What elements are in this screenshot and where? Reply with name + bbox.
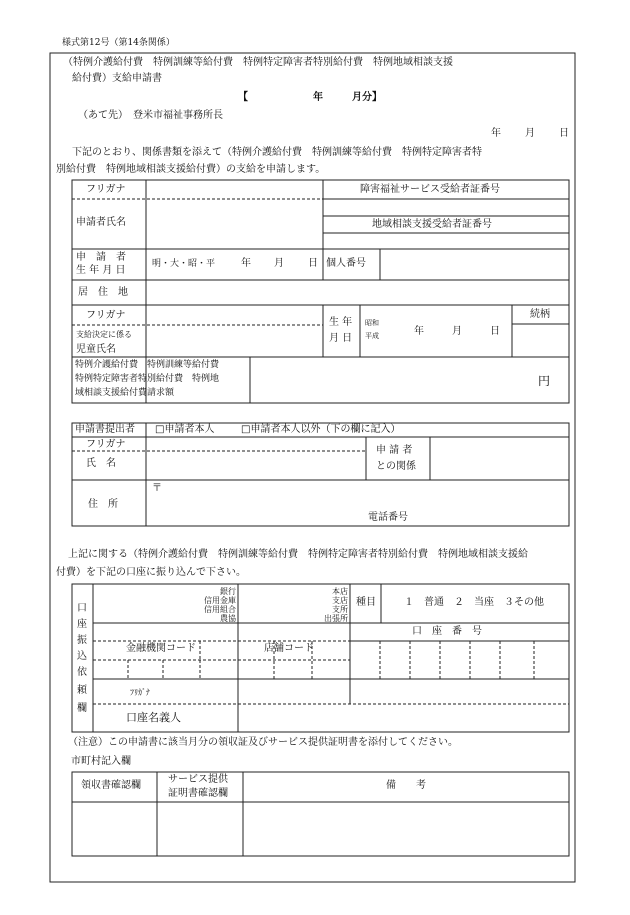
claim-line-1: 特例介護給付費 特例訓練等給付費 xyxy=(75,360,220,370)
submitter-address-label: 住 所 xyxy=(88,499,118,510)
account-kind-label: 種目 xyxy=(356,597,376,608)
claim-line-2: 特例特定障害者特別給付費 特例地 xyxy=(75,374,220,384)
child-birth-label-1: 生 年 xyxy=(329,317,353,328)
child-label-1: 支給決定に係る xyxy=(76,330,132,339)
period-open: 【 xyxy=(238,92,248,103)
child-label-2: 児童氏名 xyxy=(76,344,116,355)
bank-side-6: 頼 xyxy=(77,685,87,696)
birth-era: 明・大・昭・平 xyxy=(152,259,216,269)
submitter-label: 申請書提出者 xyxy=(75,424,135,435)
city-use-label: 市町村記入欄 xyxy=(71,756,131,767)
form-number: 様式第12号（第14条関係） xyxy=(62,38,175,48)
transfer-line-2: 付費）を下記の口座に振り込んで下さい。 xyxy=(56,567,246,578)
bank-type-1: 銀行 xyxy=(220,587,236,596)
bank-code-label: 金融機関コード xyxy=(126,643,196,654)
branch-code-label: 店舗コード xyxy=(264,643,314,654)
child-era-2: 平成 xyxy=(365,332,379,340)
personal-number-label: 個人番号 xyxy=(326,258,366,269)
transfer-line-1: 上記に関する（特例介護給付費 特例訓練等給付費 特例特定障害者特別給付費 特例地域相談支援給 xyxy=(68,549,528,560)
date-year: 年 xyxy=(491,128,501,139)
submitter-relation-1: 申 請 者 xyxy=(376,445,413,456)
child-birth-year: 年 xyxy=(414,326,424,337)
service-check-label-1: サービス提供 xyxy=(168,774,228,785)
child-relation-label: 続柄 xyxy=(530,309,550,320)
bank-side-5: 依 xyxy=(77,667,87,678)
bank-side-1: 口 xyxy=(77,603,87,614)
birth-year: 年 xyxy=(241,258,251,269)
bank-type-3: 信用組合 xyxy=(204,605,236,614)
bank-side-7: 欄 xyxy=(77,703,87,714)
child-furigana-label: フリガナ xyxy=(86,310,126,321)
applicant-furigana-label: フリガナ xyxy=(86,184,126,195)
birth-day: 日 xyxy=(308,258,318,269)
child-birth-label-2: 月 日 xyxy=(329,333,353,344)
cert-number-label: 障害福祉サービス受給者証番号 xyxy=(360,184,500,195)
applicant-name-label: 申請者氏名 xyxy=(76,217,126,228)
intro-line-2: 別給付費 特例地域相談支援給付費）の支給を申請します。 xyxy=(56,164,326,175)
date-day: 日 xyxy=(559,128,569,139)
local-cert-number-label: 地域相談支援受給者証番号 xyxy=(372,219,492,230)
bank-side-4: 込 xyxy=(77,651,87,662)
remarks-label: 備 考 xyxy=(386,780,426,791)
period-month: 月分】 xyxy=(352,92,382,103)
intro-line-1: 下記のとおり、関係書類を添えて（特例介護給付費 特例訓練等給付費 特例特定障害者特 xyxy=(72,147,482,158)
addressee: （あて先） 登米市福祉事務所長 xyxy=(78,110,223,121)
title-line-1: （特例介護給付費 特例訓練等給付費 特例特定障害者特別給付費 特例地域相談支援 xyxy=(63,57,453,68)
claim-yen: 円 xyxy=(538,374,551,388)
date-month: 月 xyxy=(525,128,535,139)
branch-type-1: 本店 xyxy=(332,587,348,596)
birth-month: 月 xyxy=(274,258,284,269)
claim-line-3: 域相談支援給付費請求額 xyxy=(75,388,175,398)
bank-type-4: 農協 xyxy=(220,614,236,623)
phone-label: 電話番号 xyxy=(368,512,408,523)
child-era-1: 昭和 xyxy=(365,319,379,327)
account-kind-options: １ 普通 ２ 当座 ３その他 xyxy=(404,597,544,608)
child-birth-day: 日 xyxy=(490,326,500,337)
service-check-label-2: 証明書確認欄 xyxy=(168,788,228,799)
bank-side-3: 振 xyxy=(77,635,87,646)
birth-label-1: 申 請 者 xyxy=(76,252,126,263)
attachment-note: （注意）この申請書に該当月分の領収証及びサービス提供証明書を添付してください。 xyxy=(68,737,458,748)
submitter-option-other[interactable]: □申請者本人以外（下の欄に記入） xyxy=(241,424,401,435)
submitter-name-label: 氏 名 xyxy=(86,458,116,469)
title-line-2: 給付費）支給申請書 xyxy=(72,73,162,84)
branch-type-2: 支店 xyxy=(332,596,348,605)
residence-label: 居 住 地 xyxy=(78,287,128,298)
account-number-label: 口 座 番 号 xyxy=(412,626,482,637)
bank-type-2: 信用金庫 xyxy=(204,596,236,605)
submitter-relation-2: との関係 xyxy=(376,461,416,472)
account-holder-label: 口座名義人 xyxy=(126,711,181,724)
holder-furigana-label: ﾌﾘｶﾞﾅ xyxy=(130,688,150,697)
branch-type-3: 支所 xyxy=(332,605,348,614)
child-birth-month: 月 xyxy=(452,326,462,337)
period-year: 年 xyxy=(313,92,323,103)
submitter-furigana-label: フリガナ xyxy=(86,439,126,450)
submitter-option-self[interactable]: □申請者本人 xyxy=(155,424,215,435)
postal-mark: 〒 xyxy=(152,483,162,494)
bank-side-2: 座 xyxy=(77,619,87,630)
branch-type-4: 出張所 xyxy=(324,614,348,623)
birth-label-2: 生 年 月 日 xyxy=(76,265,126,276)
receipt-check-label: 領収書確認欄 xyxy=(81,780,141,791)
